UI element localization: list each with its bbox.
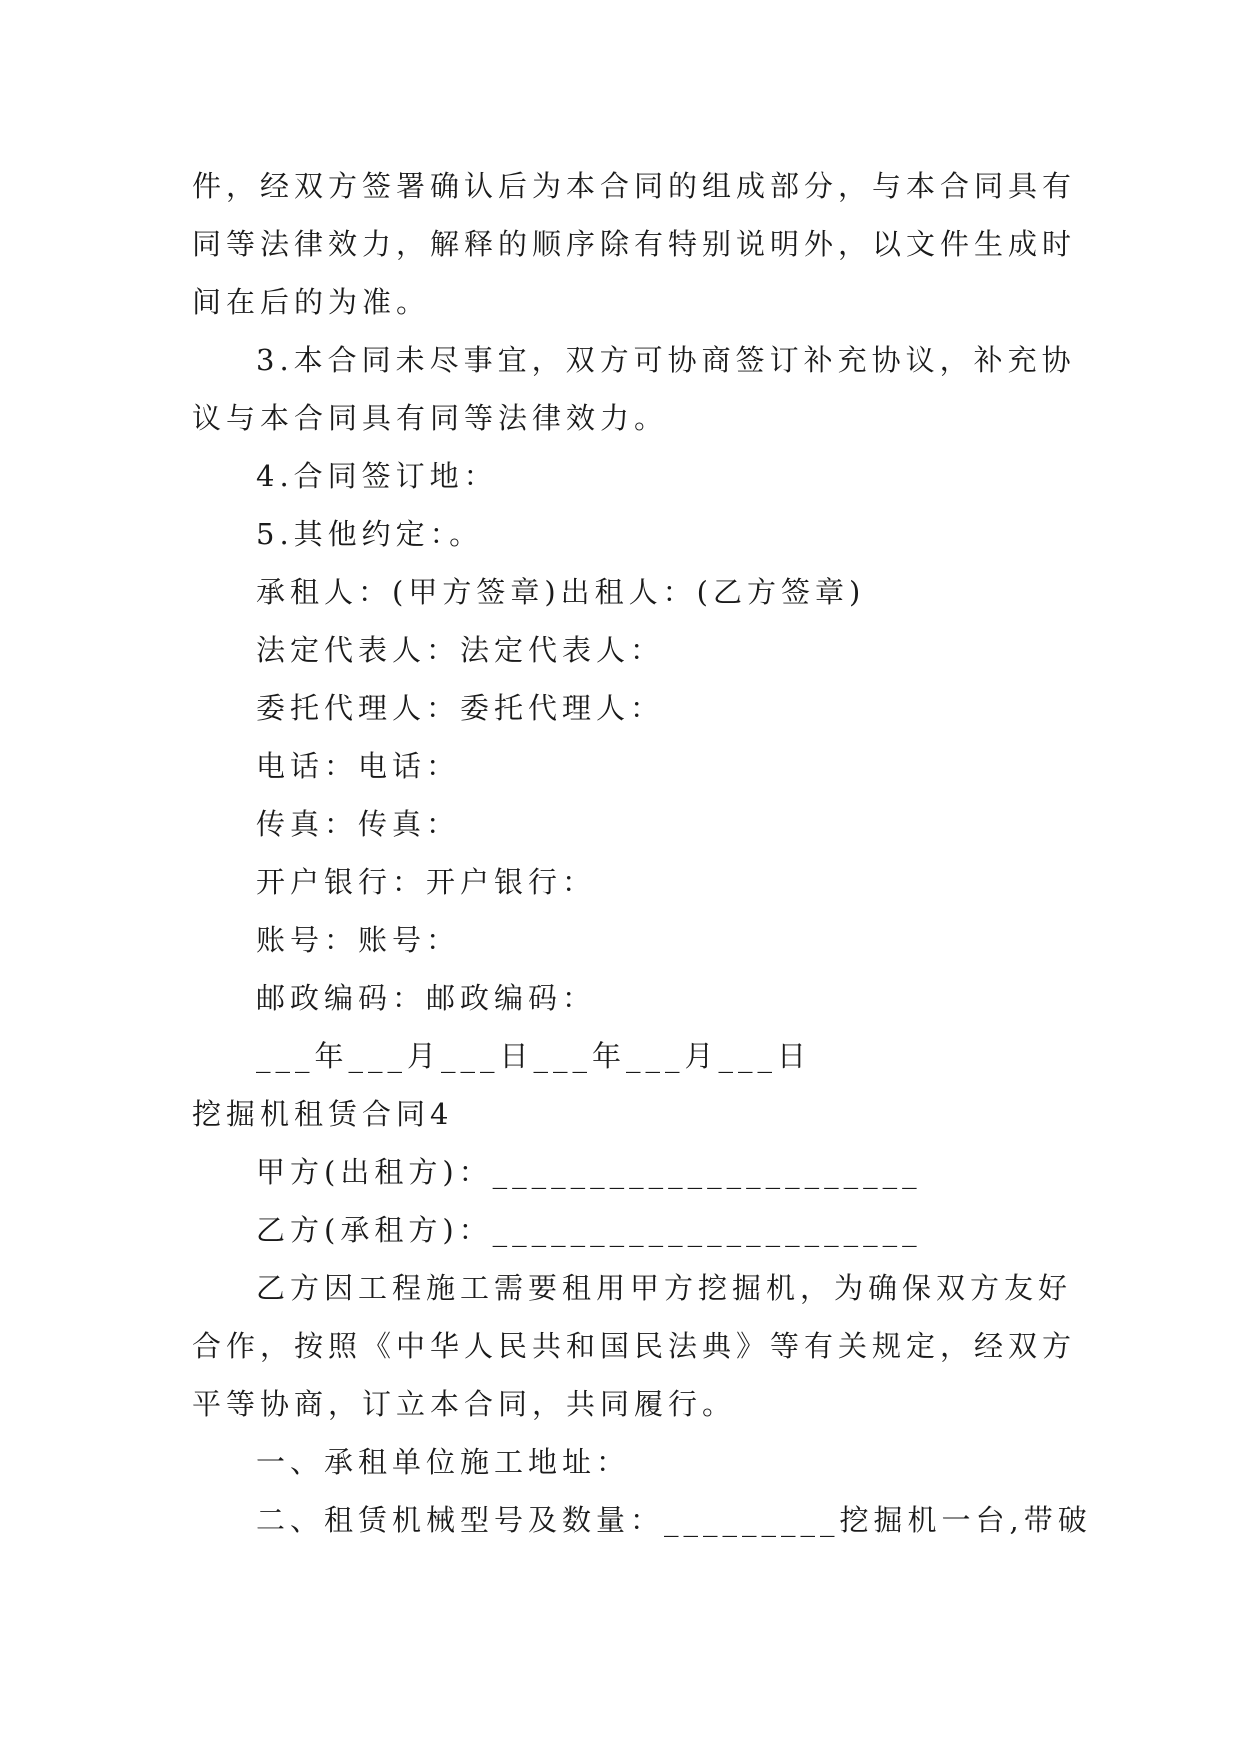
fax: 传真：传真： [256,807,461,841]
legal-representative: 法定代表人：法定代表人： [256,633,665,667]
paragraph-line: 合作，按照《中华人民共和国民法典》等有关规定，经双方 [192,1329,1077,1363]
paragraph-line: 平等协商，订立本合同，共同履行。 [192,1387,737,1421]
phone: 电话：电话： [256,749,461,783]
paragraph-line: 同等法律效力，解释的顺序除有特别说明外，以文件生成时 [192,227,1077,261]
clause-3-line: 3.本合同未尽事宜，双方可协商签订补充协议，补充协 [256,343,1076,377]
paragraph-line: 议与本合同具有同等法律效力。 [192,401,669,435]
party-a: 甲方(出租方)：______________________ [256,1155,922,1189]
paragraph-line: 间在后的为准。 [192,285,431,319]
signing-dates: ___年___月___日___年___月___日 [256,1039,812,1073]
authorized-agent: 委托代理人：委托代理人： [256,691,665,725]
signature-parties: 承租人：(甲方签章)出租人：(乙方签章) [256,575,866,609]
clause-5-other-terms: 5.其他约定：。 [256,517,484,551]
bank: 开户银行：开户银行： [256,865,597,899]
paragraph-line: 件，经双方签署确认后为本合同的组成部分，与本合同具有 [192,169,1077,203]
postal-code: 邮政编码：邮政编码： [256,981,597,1015]
clause-4-signing-place: 4.合同签订地： [256,459,498,493]
paragraph-line: 乙方因工程施工需要租用甲方挖掘机，为确保双方友好 [256,1271,1073,1305]
account-number: 账号：账号： [256,923,461,957]
section-1-site-address: 一、承租单位施工地址： [256,1445,631,1479]
party-b: 乙方(承租方)：______________________ [256,1213,922,1247]
contract-title: 挖掘机租赁合同4 [192,1097,454,1131]
section-2-machine-model: 二、租赁机械型号及数量：_________挖掘机一台,带破 [256,1503,1092,1537]
